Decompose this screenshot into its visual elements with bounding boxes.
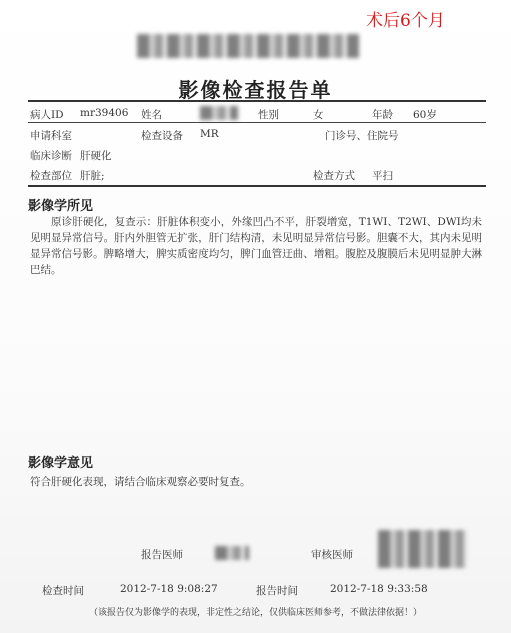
exam-time-value: 2012-7-18 9:08:27: [120, 583, 218, 595]
name-redacted: [200, 106, 238, 120]
exam-site-value: 肝脏;: [80, 170, 105, 182]
name-label: 姓名: [141, 109, 162, 121]
handwritten-annotation: 术后6个月: [366, 11, 445, 31]
opinion-heading: 影像学意见: [28, 456, 94, 471]
findings-text: 原诊肝硬化，复查示：肝脏体积变小，外缘凹凸不平，肝裂增宽，T1WI、T2WI、DWI均未见明显异常信号。肝内外胆管无扩张，肝门结构清，未见明显异常信号影。胆囊不大，其内未见明显异常信号影。脾略增大，脾实质密度均匀，脾门血管迂曲、增粗。腹腔及腹膜后未见明显肿大淋巴结。: [30, 216, 482, 276]
age-value: 60岁: [413, 109, 437, 121]
report-time-value: 2012-7-18 9:33:58: [330, 583, 428, 595]
sex-label: 性别: [258, 109, 279, 121]
report-title: 影像检查报告单: [178, 78, 333, 102]
row-divider: [28, 122, 486, 123]
exam-method-label: 检查方式: [313, 170, 355, 182]
reporter-label: 报告医师: [141, 549, 183, 561]
diagnosis-label: 临床诊断: [30, 150, 72, 162]
sex-value: 女: [313, 109, 324, 121]
dept-label: 申请科室: [30, 130, 72, 142]
patient-id-label: 病人ID: [30, 109, 64, 121]
disclaimer-note: （该报告仅为影像学的表现，非定性之结论，仅供临床医师参考，不做法律依据！）: [88, 608, 422, 618]
device-label: 检查设备: [141, 130, 183, 142]
age-label: 年龄: [372, 109, 393, 121]
patient-id-value: mr39406: [80, 107, 129, 119]
reviewer-signature-redacted: [378, 530, 468, 568]
opinion-text: 符合肝硬化表现，请结合临床观察必要时复查。: [30, 476, 251, 488]
report-time-label: 报告时间: [256, 585, 298, 597]
header-divider: [28, 100, 486, 102]
reporter-signature-redacted: [215, 546, 249, 560]
reviewer-label: 审核医师: [311, 549, 353, 561]
fields-divider: [28, 185, 486, 187]
findings-heading: 影像学所见: [28, 199, 94, 214]
device-value: MR: [200, 128, 219, 140]
exam-site-label: 检查部位: [30, 170, 72, 182]
exam-time-label: 检查时间: [42, 585, 84, 597]
diagnosis-value: 肝硬化: [80, 150, 112, 162]
exam-method-value: 平扫: [372, 170, 393, 182]
outpatient-number-label: 门诊号、住院号: [325, 130, 399, 142]
hospital-name-redacted: [137, 34, 359, 58]
